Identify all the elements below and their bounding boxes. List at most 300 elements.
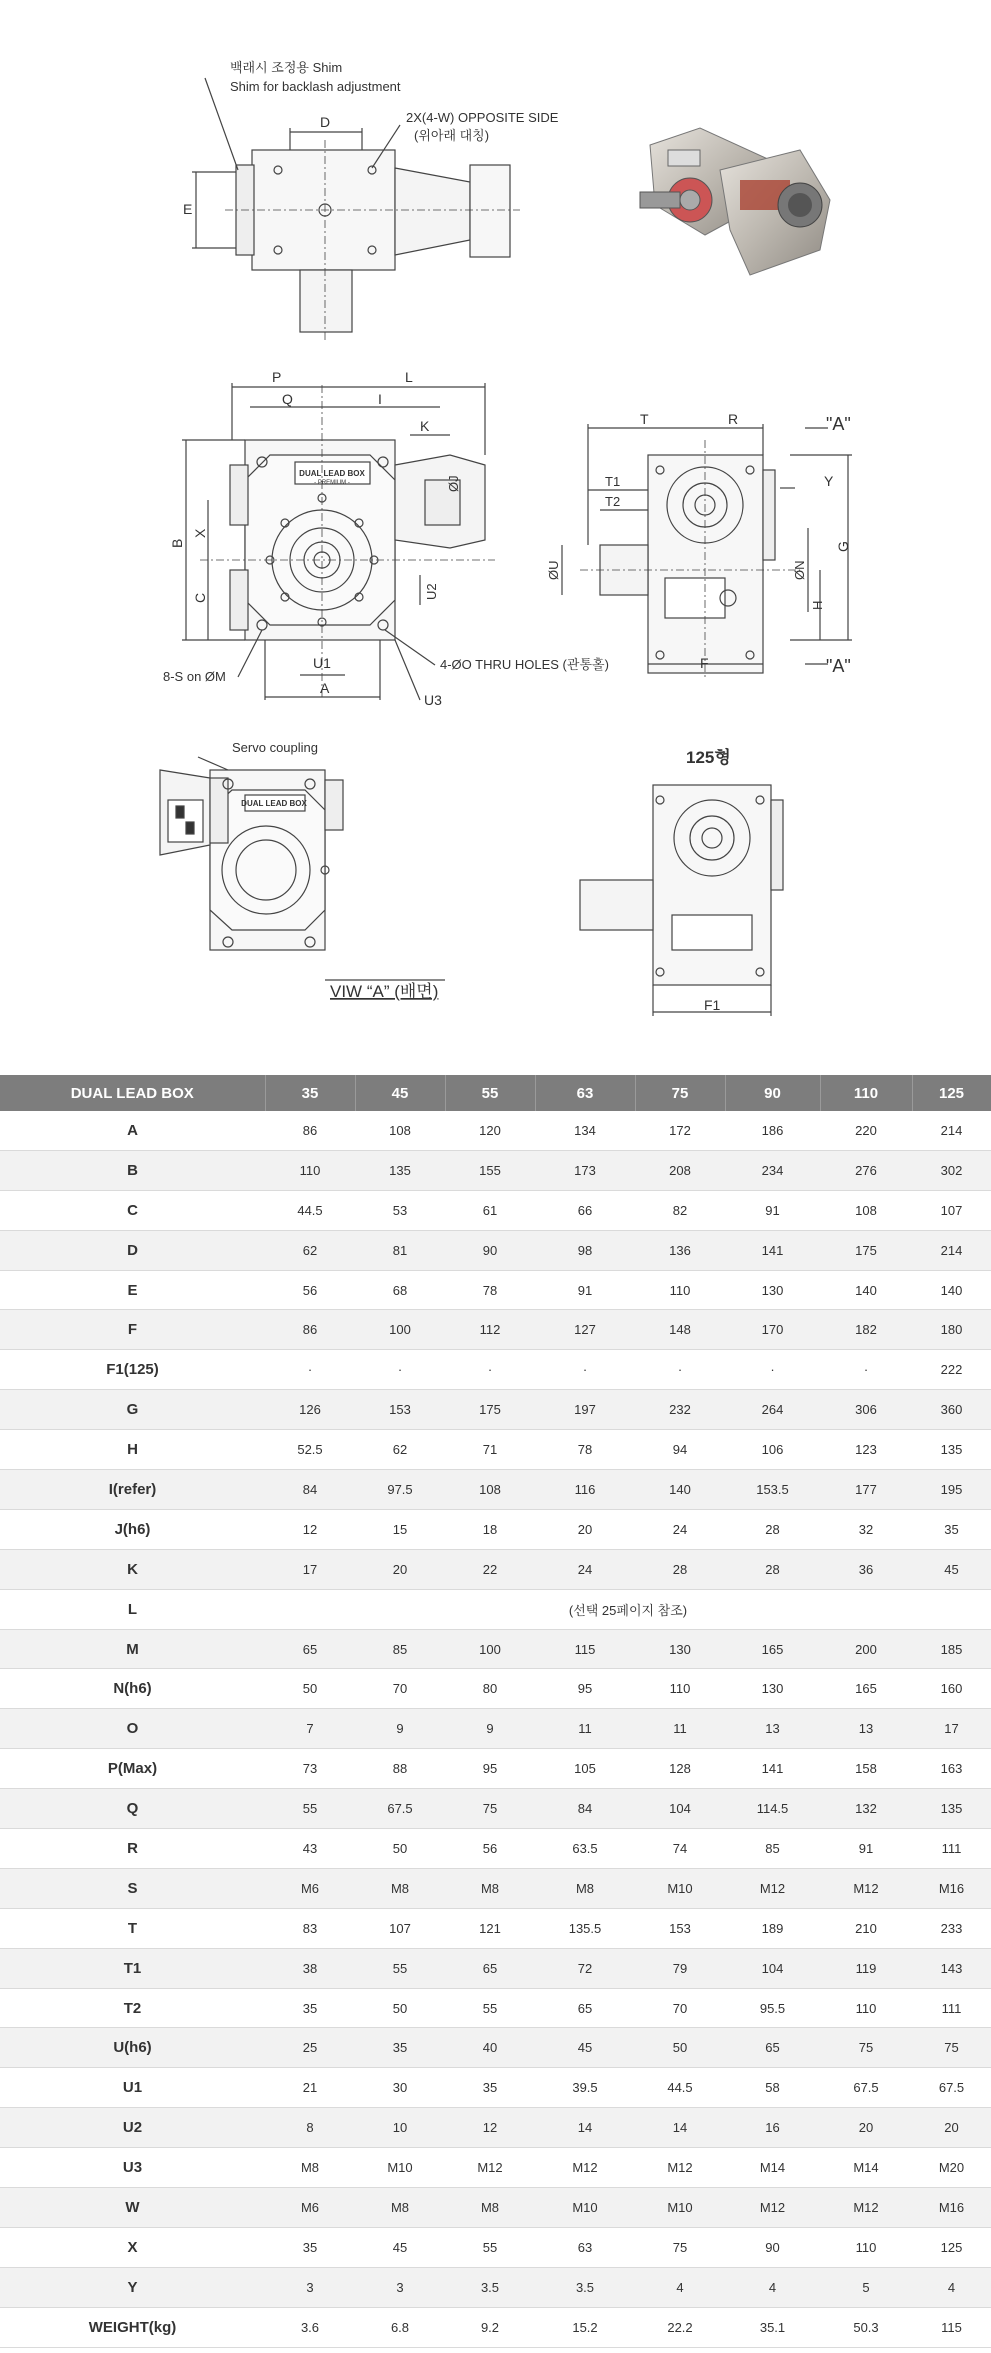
table-cell: 56	[445, 1829, 535, 1869]
table-cell: 136	[635, 1230, 725, 1270]
table-cell: 83	[265, 1908, 355, 1948]
table-cell: 116	[535, 1470, 635, 1510]
table-cell: 70	[355, 1669, 445, 1709]
table-cell: 21	[265, 2068, 355, 2108]
row-label: F1(125)	[0, 1350, 265, 1390]
table-row	[0, 1669, 991, 1709]
dim-x: X	[192, 528, 208, 538]
table-cell: 121	[445, 1908, 535, 1948]
table-cell: M12	[820, 2188, 912, 2228]
table-cell: 75	[445, 1789, 535, 1829]
table-cell: 63.5	[535, 1829, 635, 1869]
technical-drawings	[0, 0, 991, 1068]
table-cell: 78	[535, 1430, 635, 1470]
table-cell: 110	[635, 1270, 725, 1310]
dim-a: A	[320, 680, 330, 696]
header-model: 55	[445, 1075, 535, 1111]
table-cell: 153.5	[725, 1470, 820, 1510]
row-label: T1	[0, 1948, 265, 1988]
table-cell: 306	[820, 1390, 912, 1430]
table-row	[0, 1829, 991, 1869]
table-cell: 50	[355, 1829, 445, 1869]
table-cell: 140	[912, 1270, 991, 1310]
back-badge-text: DUAL LEAD BOX	[241, 799, 307, 808]
table-row	[0, 1988, 991, 2028]
table-cell: 22	[445, 1549, 535, 1589]
table-cell: 90	[725, 2227, 820, 2267]
table-cell: 112	[445, 1310, 535, 1350]
table-cell: 85	[355, 1629, 445, 1669]
table-cell: 3.5	[445, 2267, 535, 2307]
table-cell: 50	[635, 2028, 725, 2068]
table-cell: 44.5	[265, 1190, 355, 1230]
table-cell: 107	[355, 1908, 445, 1948]
table-cell: 175	[445, 1390, 535, 1430]
header-model: 125	[912, 1075, 991, 1111]
header-model: 90	[725, 1075, 820, 1111]
table-cell: 6.8	[355, 2307, 445, 2347]
table-cell: 95	[445, 1749, 535, 1789]
table-row	[0, 1948, 991, 1988]
table-cell: 35	[355, 2028, 445, 2068]
table-cell: 135	[355, 1150, 445, 1190]
row-label: E	[0, 1270, 265, 1310]
table-cell: 130	[725, 1270, 820, 1310]
table-cell: 132	[820, 1789, 912, 1829]
table-cell: 177	[820, 1470, 912, 1510]
side-view-drawing	[562, 424, 852, 680]
table-cell: 222	[912, 1350, 991, 1390]
table-cell: 62	[265, 1230, 355, 1270]
table-cell: 111	[912, 1829, 991, 1869]
table-cell: 15.2	[535, 2307, 635, 2347]
dim-p: P	[272, 369, 282, 385]
table-cell: 143	[912, 1948, 991, 1988]
table-cell: 13	[820, 1709, 912, 1749]
table-cell: 45	[912, 1549, 991, 1589]
table-cell: 104	[635, 1789, 725, 1829]
table-cell: 110	[635, 1669, 725, 1709]
table-cell: 55	[445, 1988, 535, 2028]
table-cell: 163	[912, 1749, 991, 1789]
dim-k: K	[420, 418, 430, 434]
table-cell: 55	[355, 1948, 445, 1988]
table-cell: 115	[912, 2307, 991, 2347]
dim-l: L	[405, 369, 413, 385]
table-cell: 20	[355, 1549, 445, 1589]
table-cell: 155	[445, 1150, 535, 1190]
header-label: DUAL LEAD BOX	[0, 1075, 265, 1111]
table-cell: M14	[725, 2148, 820, 2188]
table-cell: 111	[912, 1988, 991, 2028]
table-cell: 35	[445, 2068, 535, 2108]
dim-n: ØN	[792, 560, 807, 580]
table-cell: 182	[820, 1310, 912, 1350]
row-label: N(h6)	[0, 1669, 265, 1709]
row-label: T	[0, 1908, 265, 1948]
table-cell: 100	[355, 1310, 445, 1350]
table-row	[0, 2227, 991, 2267]
table-cell: 120	[445, 1111, 535, 1150]
dim-u3: U3	[424, 692, 442, 708]
table-cell: 30	[355, 2068, 445, 2108]
table-cell: 38	[265, 1948, 355, 1988]
row-label: Q	[0, 1789, 265, 1829]
dim-y: Y	[824, 473, 834, 489]
table-cell: 234	[725, 1150, 820, 1190]
table-cell: M8	[535, 1868, 635, 1908]
table-cell: M8	[265, 2148, 355, 2188]
table-body	[0, 1111, 991, 2347]
table-cell: ·	[355, 1350, 445, 1390]
table-cell: 232	[635, 1390, 725, 1430]
table-cell: 115	[535, 1629, 635, 1669]
row-label: A	[0, 1111, 265, 1150]
row-label: Y	[0, 2267, 265, 2307]
header-model: 75	[635, 1075, 725, 1111]
table-cell: 65	[265, 1629, 355, 1669]
row-label: B	[0, 1150, 265, 1190]
table-cell: 50	[355, 1988, 445, 2028]
table-cell: 45	[535, 2028, 635, 2068]
table-cell: 94	[635, 1430, 725, 1470]
table-cell: 10	[355, 2108, 445, 2148]
table-cell: 86	[265, 1111, 355, 1150]
table-cell: 153	[355, 1390, 445, 1430]
table-cell: 5	[820, 2267, 912, 2307]
row-label: D	[0, 1230, 265, 1270]
table-row	[0, 1509, 991, 1549]
table-cell: 67.5	[912, 2068, 991, 2108]
table-cell: 36	[820, 1549, 912, 1589]
table-row	[0, 1111, 991, 1150]
table-cell: 81	[355, 1230, 445, 1270]
table-cell: 264	[725, 1390, 820, 1430]
row-label: W	[0, 2188, 265, 2228]
table-cell: ·	[725, 1350, 820, 1390]
product-photo	[640, 128, 830, 275]
spec-table	[0, 1075, 991, 2348]
table-cell: 195	[912, 1470, 991, 1510]
badge-text: DUAL LEAD BOX	[299, 469, 365, 478]
table-cell: 214	[912, 1230, 991, 1270]
row-label: X	[0, 2227, 265, 2267]
table-cell: 135	[912, 1430, 991, 1470]
table-cell: 126	[265, 1390, 355, 1430]
table-cell: 35.1	[725, 2307, 820, 2347]
table-cell: 79	[635, 1948, 725, 1988]
header-model: 63	[535, 1075, 635, 1111]
row-label: M	[0, 1629, 265, 1669]
table-row	[0, 1908, 991, 1948]
table-cell: 180	[912, 1310, 991, 1350]
table-cell: M8	[445, 2188, 535, 2228]
table-cell: 98	[535, 1230, 635, 1270]
table-cell: 28	[725, 1549, 820, 1589]
bolt-label: 8-S on ØM	[163, 669, 226, 684]
table-cell: 4	[635, 2267, 725, 2307]
table-row	[0, 1310, 991, 1350]
table-cell: M12	[635, 2148, 725, 2188]
table-row	[0, 1390, 991, 1430]
table-note-cell: (선택 25페이지 참조)	[265, 1589, 991, 1629]
row-label: F	[0, 1310, 265, 1350]
table-cell: 55	[265, 1789, 355, 1829]
table-cell: 360	[912, 1390, 991, 1430]
servo-label: Servo coupling	[232, 740, 318, 755]
table-cell: 141	[725, 1230, 820, 1270]
table-row	[0, 2188, 991, 2228]
dim-j: ØJ	[446, 475, 461, 492]
table-cell: M14	[820, 2148, 912, 2188]
row-label: H	[0, 1430, 265, 1470]
dim-h: H	[810, 600, 825, 610]
table-cell: 140	[635, 1470, 725, 1510]
dim-t1: T1	[605, 474, 621, 489]
table-cell: 91	[535, 1270, 635, 1310]
table-cell: 78	[445, 1270, 535, 1310]
row-label: K	[0, 1549, 265, 1589]
table-cell: 20	[535, 1509, 635, 1549]
table-cell: 62	[355, 1430, 445, 1470]
dim-t: T	[640, 411, 649, 427]
table-cell: 175	[820, 1230, 912, 1270]
table-cell: 50.3	[820, 2307, 912, 2347]
table-row	[0, 2307, 991, 2347]
row-label: J(h6)	[0, 1509, 265, 1549]
table-cell: 75	[912, 2028, 991, 2068]
row-label: U3	[0, 2148, 265, 2188]
table-cell: 135.5	[535, 1908, 635, 1948]
row-label: U(h6)	[0, 2028, 265, 2068]
table-row	[0, 1470, 991, 1510]
table-cell: 52.5	[265, 1430, 355, 1470]
table-row	[0, 2148, 991, 2188]
table-cell: 28	[725, 1509, 820, 1549]
table-cell: 16	[725, 2108, 820, 2148]
row-label: T2	[0, 1988, 265, 2028]
table-cell: 123	[820, 1430, 912, 1470]
table-cell: 35	[265, 1988, 355, 2028]
table-cell: 71	[445, 1430, 535, 1470]
table-cell: 110	[820, 1988, 912, 2028]
table-cell: 134	[535, 1111, 635, 1150]
table-cell: 66	[535, 1190, 635, 1230]
table-cell: M12	[725, 1868, 820, 1908]
table-cell: 91	[820, 1829, 912, 1869]
table-cell: 14	[535, 2108, 635, 2148]
dim-t2: T2	[605, 494, 621, 509]
table-cell: 65	[725, 2028, 820, 2068]
table-row	[0, 1350, 991, 1390]
table-cell: 67.5	[820, 2068, 912, 2108]
table-cell: M6	[265, 1868, 355, 1908]
table-cell: 127	[535, 1310, 635, 1350]
table-cell: 24	[635, 1509, 725, 1549]
table-cell: M10	[635, 2188, 725, 2228]
model125-title: 125형	[686, 748, 731, 767]
table-cell: 172	[635, 1111, 725, 1150]
table-cell: 75	[635, 2227, 725, 2267]
table-cell: 14	[635, 2108, 725, 2148]
table-cell: 100	[445, 1629, 535, 1669]
table-cell: M12	[535, 2148, 635, 2188]
table-row	[0, 1709, 991, 1749]
table-cell: 130	[725, 1669, 820, 1709]
table-row	[0, 1629, 991, 1669]
dim-u1: U1	[313, 655, 331, 671]
table-cell: 141	[725, 1749, 820, 1789]
table-cell: 28	[635, 1549, 725, 1589]
table-cell: 108	[445, 1470, 535, 1510]
table-cell: 9	[445, 1709, 535, 1749]
table-cell: 24	[535, 1549, 635, 1589]
table-cell: 158	[820, 1749, 912, 1789]
table-cell: 173	[535, 1150, 635, 1190]
row-label: WEIGHT(kg)	[0, 2307, 265, 2347]
table-cell: 13	[725, 1709, 820, 1749]
table-cell: 3.5	[535, 2267, 635, 2307]
table-cell: 214	[912, 1111, 991, 1150]
table-cell: 40	[445, 2028, 535, 2068]
model125-view-drawing	[580, 785, 783, 1016]
dim-r: R	[728, 411, 739, 427]
table-cell: M6	[265, 2188, 355, 2228]
row-label: S	[0, 1868, 265, 1908]
table-cell: M12	[445, 2148, 535, 2188]
table-cell: 88	[355, 1749, 445, 1789]
row-label: L	[0, 1589, 265, 1629]
table-cell: 95	[535, 1669, 635, 1709]
table-cell: M8	[355, 1868, 445, 1908]
table-cell: 210	[820, 1908, 912, 1948]
table-cell: 8	[265, 2108, 355, 2148]
table-cell: 56	[265, 1270, 355, 1310]
table-cell: 44.5	[635, 2068, 725, 2108]
table-cell: M20	[912, 2148, 991, 2188]
table-cell: 22.2	[635, 2307, 725, 2347]
table-cell: 7	[265, 1709, 355, 1749]
dim-u: ØU	[546, 560, 561, 580]
table-cell: 73	[265, 1749, 355, 1789]
table-cell: 84	[265, 1470, 355, 1510]
dim-f1: F1	[704, 997, 721, 1013]
table-cell: 50	[265, 1669, 355, 1709]
table-cell: 11	[635, 1709, 725, 1749]
table-cell: M8	[445, 1868, 535, 1908]
table-cell: M8	[355, 2188, 445, 2228]
table-cell: M10	[535, 2188, 635, 2228]
table-cell: 20	[912, 2108, 991, 2148]
table-cell: 65	[535, 1988, 635, 2028]
table-cell: 3.6	[265, 2307, 355, 2347]
table-row	[0, 1789, 991, 1829]
dim-g: G	[835, 541, 851, 552]
row-label: O	[0, 1709, 265, 1749]
dim-c: C	[192, 592, 208, 603]
table-cell: 85	[725, 1829, 820, 1869]
table-cell: 4	[912, 2267, 991, 2307]
table-cell: 108	[820, 1190, 912, 1230]
table-row	[0, 2028, 991, 2068]
header-model: 110	[820, 1075, 912, 1111]
table-cell: 110	[265, 1150, 355, 1190]
table-cell: ·	[635, 1350, 725, 1390]
table-cell: 200	[820, 1629, 912, 1669]
table-cell: 12	[445, 2108, 535, 2148]
table-cell: 108	[355, 1111, 445, 1150]
table-cell: 20	[820, 2108, 912, 2148]
opposite-side-label: 2X(4-W) OPPOSITE SIDE	[406, 110, 559, 125]
row-label: U2	[0, 2108, 265, 2148]
dim-a-bottom: "A"	[826, 656, 851, 676]
dim-d: D	[320, 114, 331, 130]
table-cell: 82	[635, 1190, 725, 1230]
table-row	[0, 1549, 991, 1589]
table-cell: 128	[635, 1749, 725, 1789]
table-row	[0, 1230, 991, 1270]
table-row	[0, 1868, 991, 1908]
table-cell: 35	[912, 1509, 991, 1549]
table-cell: 106	[725, 1430, 820, 1470]
table-cell: M10	[355, 2148, 445, 2188]
table-cell: ·	[820, 1350, 912, 1390]
dim-u2: U2	[424, 583, 439, 600]
table-cell: 302	[912, 1150, 991, 1190]
table-cell: 86	[265, 1310, 355, 1350]
table-cell: 197	[535, 1390, 635, 1430]
table-cell: 185	[912, 1629, 991, 1669]
row-label: U1	[0, 2068, 265, 2108]
table-cell: 58	[725, 2068, 820, 2108]
table-row	[0, 1589, 991, 1629]
holes-label: 4-ØO THRU HOLES (관통홀)	[440, 657, 609, 672]
table-cell: 39.5	[535, 2068, 635, 2108]
badge-sub: - PREMIUM -	[314, 480, 350, 486]
dim-e: E	[183, 201, 193, 217]
table-cell: M16	[912, 1868, 991, 1908]
table-cell: 125	[912, 2227, 991, 2267]
table-cell: 3	[265, 2267, 355, 2307]
table-row	[0, 1150, 991, 1190]
table-cell: 189	[725, 1908, 820, 1948]
table-cell: M16	[912, 2188, 991, 2228]
table-cell: 75	[820, 2028, 912, 2068]
table-cell: 43	[265, 1829, 355, 1869]
table-cell: 186	[725, 1111, 820, 1150]
table-cell: 11	[535, 1709, 635, 1749]
header-model: 35	[265, 1075, 355, 1111]
table-cell: 63	[535, 2227, 635, 2267]
table-cell: 53	[355, 1190, 445, 1230]
table-cell: 68	[355, 1270, 445, 1310]
row-label: R	[0, 1829, 265, 1869]
table-cell: M12	[820, 1868, 912, 1908]
table-cell: 61	[445, 1190, 535, 1230]
table-cell: 35	[265, 2227, 355, 2267]
shim-label-ko: 백래시 조정용 Shim	[230, 60, 343, 75]
table-cell: 12	[265, 1509, 355, 1549]
opposite-side-label-ko: (위아래 대칭)	[414, 128, 490, 143]
dim-b: B	[169, 538, 185, 548]
table-cell: 208	[635, 1150, 725, 1190]
table-cell: 72	[535, 1948, 635, 1988]
table-cell: 17	[265, 1549, 355, 1589]
shim-label-en: Shim for backlash adjustment	[230, 79, 401, 94]
table-cell: 165	[725, 1629, 820, 1669]
table-row	[0, 2108, 991, 2148]
dim-f: F	[700, 655, 709, 671]
